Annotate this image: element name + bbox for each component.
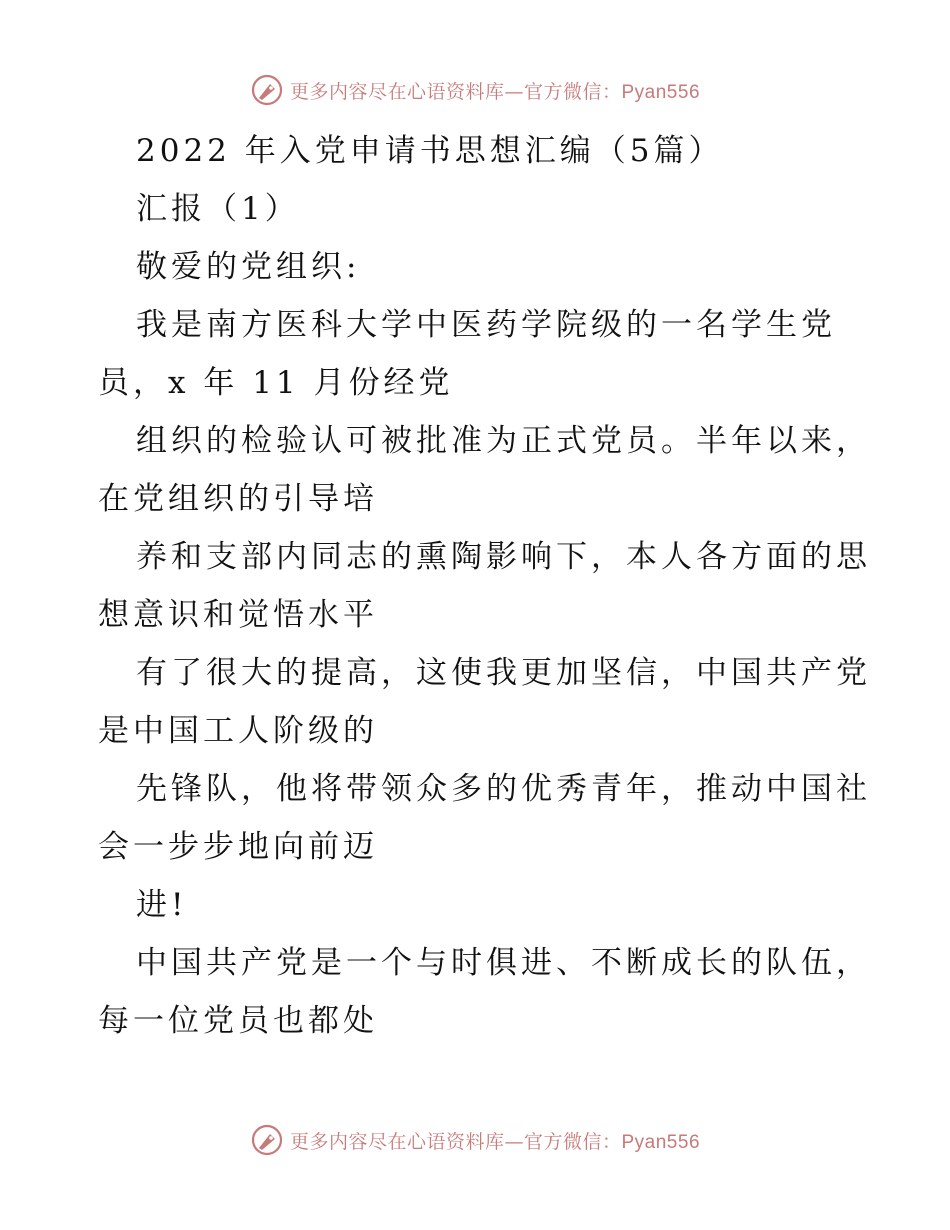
text-line: 在党组织的引导培: [98, 481, 378, 517]
salutation-line: 敬爱的党组织:: [136, 249, 361, 285]
text-line: 有了很大的提高，这使我更加坚信，中国共产党: [136, 655, 871, 691]
text-line: 组织的检验认可被批准为正式党员。半年以来，: [136, 423, 871, 459]
text-line: 我是南方医科大学中医药学院级的一名学生党: [136, 307, 836, 343]
text-line: 每一位党员也都处: [98, 1003, 378, 1039]
doc-subtitle-line: 汇报（1）: [136, 191, 300, 227]
pen-nib-circle-icon: [250, 1123, 284, 1157]
text-line: 员，x 年 11 月份经党: [98, 365, 454, 401]
text-line: 中国共产党是一个与时俱进、不断成长的队伍，: [136, 945, 871, 981]
pen-nib-circle-icon: [250, 73, 284, 107]
document-body: [98, 122, 871, 1050]
text-line: 先锋队，他将带领众多的优秀青年，推动中国社: [136, 771, 871, 807]
text-line: 会一步步地向前迈: [98, 829, 378, 865]
watermark-text: 更多内容尽在心语资料库—官方微信：Pyan556: [289, 80, 701, 103]
text-line: 养和支部内同志的熏陶影响下，本人各方面的思: [136, 539, 871, 575]
footer-watermark: [0, 1122, 950, 1158]
doc-title-line: 2022 年入党申请书思想汇编（5篇）: [136, 133, 724, 169]
watermark-text: 更多内容尽在心语资料库—官方微信：Pyan556: [289, 1130, 701, 1153]
text-line: 是中国工人阶级的: [98, 713, 378, 749]
text-line: 想意识和觉悟水平: [98, 597, 378, 633]
text-line: 进!: [136, 887, 188, 923]
header-watermark: [0, 72, 950, 108]
